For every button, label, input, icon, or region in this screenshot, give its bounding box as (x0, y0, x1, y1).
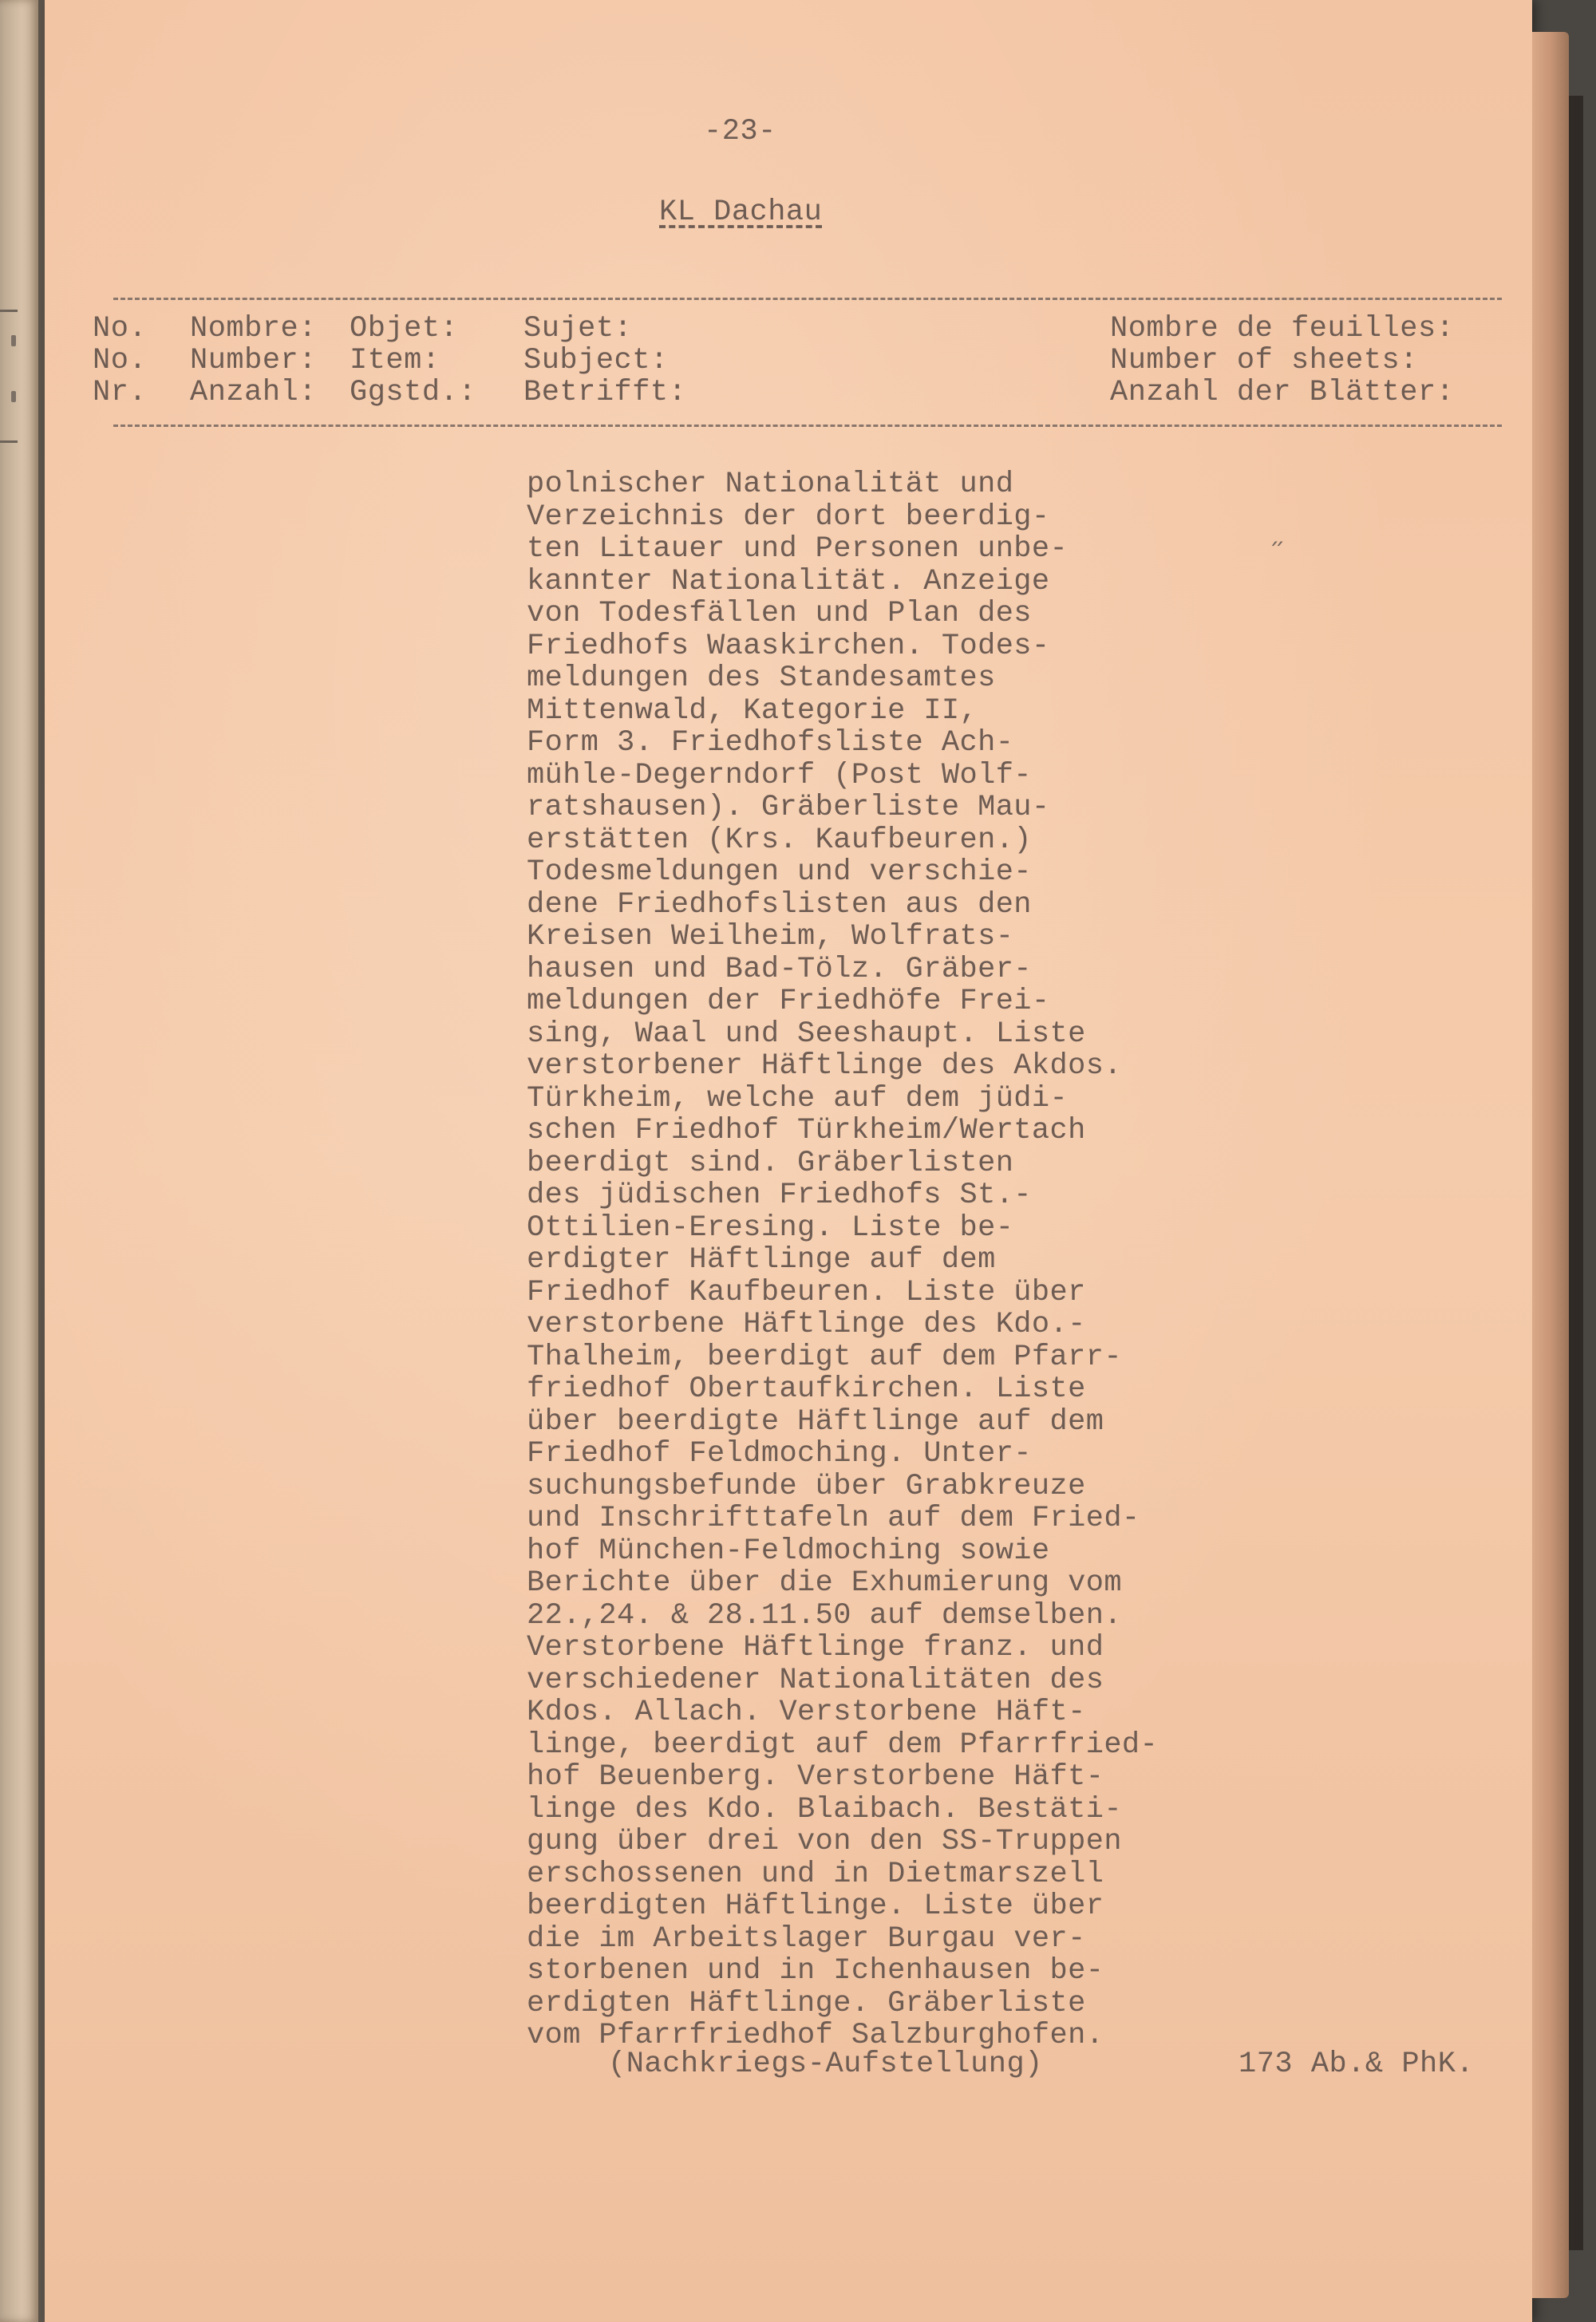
margin-tick (0, 310, 18, 312)
adjacent-page-edge (0, 0, 38, 2322)
header-bottom-rule (113, 425, 1502, 427)
camp-title: KL Dachau (659, 195, 823, 229)
entry-line: hof Beuenberg. Verstorbene Häft- (527, 1760, 1104, 1794)
margin-mark (11, 391, 16, 402)
entry-line: von Todesfällen und Plan des (527, 597, 1032, 630)
header-subject: Sujet: (523, 312, 633, 346)
entry-line: und Inschrifttafeln auf dem Fried- (527, 1502, 1140, 1535)
header-sheets: Anzahl der Blätter: (1110, 376, 1455, 409)
header-no: No. (93, 312, 148, 346)
entry-line: über beerdigte Häftlinge auf dem (527, 1404, 1104, 1439)
header-row-french (45, 313, 1532, 345)
page-number: -23- (704, 115, 776, 148)
entry-note: (Nachkriegs-Aufstellung) (608, 2048, 1043, 2081)
entry-line: gung über drei von den SS-Truppen (527, 1825, 1122, 1858)
entry-line: Kdos. Allach. Verstorbene Häft- (527, 1696, 1086, 1729)
header-sheets: Nombre de feuilles: (1110, 312, 1455, 346)
header-top-rule (113, 298, 1502, 300)
entry-line: suchungsbefunde über Grabkreuze (527, 1469, 1086, 1503)
entry-line: dene Friedhofslisten aus den (527, 887, 1032, 922)
entry-line: Verzeichnis der dort beerdig- (527, 500, 1050, 534)
margin-mark (11, 335, 16, 346)
header-subject: Subject: (523, 344, 669, 377)
entry-line: linge, beerdigt auf dem Pfarrfried- (527, 1728, 1159, 1762)
header-no: No. (93, 344, 148, 377)
entry-line: Berichte über die Exhumierung vom (527, 1566, 1122, 1600)
entry-line: 22.,24. & 28.11.50 auf demselben. (527, 1598, 1122, 1633)
entry-line: erdigter Häftlinge auf dem (527, 1243, 996, 1277)
sheet-count: 173 Ab.& PhK. (1238, 2048, 1475, 2081)
entry-line: erschossenen und in Dietmarszell (527, 1857, 1104, 1891)
entry-line: ten Litauer und Personen unbe- (527, 532, 1069, 566)
entry-line: beerdigten Häftlinge. Liste über (527, 1890, 1104, 1923)
entry-line: vom Pfarrfriedhof Salzburghofen. (527, 2019, 1104, 2052)
margin-tick (0, 440, 18, 443)
entry-line: verstorbene Häftlinge des Kdo.- (527, 1308, 1086, 1341)
entry-line: schen Friedhof Türkheim/Wertach (527, 1114, 1086, 1147)
header-count: Anzahl: (190, 376, 317, 409)
header-item: Item: (350, 344, 440, 377)
entry-line: storbenen und in Ichenhausen be- (527, 1954, 1104, 1988)
entry-line: erdigten Häftlinge. Gräberliste (527, 1986, 1086, 2020)
entry-line: mühle-Degerndorf (Post Wolf- (527, 758, 1032, 792)
entry-line: Mittenwald, Kategorie II, (527, 693, 978, 728)
entry-line: Friedhof Kaufbeuren. Liste über (527, 1275, 1086, 1309)
entry-line: Verstorbene Häftlinge franz. und (527, 1631, 1104, 1664)
header-count: Nombre: (190, 312, 317, 346)
entry-line: sing, Waal und Seeshaupt. Liste (527, 1017, 1086, 1051)
page-stack-edge (1532, 32, 1569, 2298)
document-page (45, 0, 1532, 2322)
header-no: Nr. (93, 376, 148, 409)
entry-line: hof München-Feldmoching sowie (527, 1534, 1050, 1568)
entry-line: Todesmeldungen und verschie- (527, 855, 1032, 889)
entry-line: polnischer Nationalität und (527, 468, 1014, 501)
header-row-german (45, 377, 1532, 409)
page-gutter (38, 0, 45, 2322)
entry-line: meldungen des Standesamtes (527, 661, 996, 695)
header-subject: Betrifft: (523, 376, 687, 409)
entry-line: friedhof Obertaufkirchen. Liste (527, 1372, 1086, 1406)
entry-line: Form 3. Friedhofsliste Ach- (527, 726, 1014, 760)
entry-line: Kreisen Weilheim, Wolfrats- (527, 920, 1014, 954)
header-item: Ggstd.: (350, 376, 476, 409)
header-count: Number: (190, 344, 317, 377)
entry-line: des jüdischen Friedhofs St.- (527, 1179, 1032, 1212)
entry-line: ratshausen). Gräberliste Mau- (527, 791, 1050, 824)
pencil-mark: ״ (1270, 533, 1286, 561)
entry-line: kannter Nationalität. Anzeige (527, 564, 1050, 598)
entry-line: Ottilien-Eresing. Liste be- (527, 1210, 1014, 1245)
header-row-english (45, 345, 1532, 377)
entry-line: Türkheim, welche auf dem jüdi- (527, 1081, 1069, 1116)
entry-line: hausen und Bad-Tölz. Gräber- (527, 952, 1032, 986)
header-item: Objet: (350, 312, 459, 346)
entry-line: verschiedener Nationalitäten des (527, 1663, 1104, 1697)
entry-line: Friedhofs Waaskirchen. Todes- (527, 629, 1050, 663)
entry-line: linge des Kdo. Blaibach. Bestäti- (527, 1792, 1122, 1826)
entry-line: meldungen der Friedhöfe Frei- (527, 985, 1050, 1018)
entry-line: Thalheim, beerdigt auf dem Pfarr- (527, 1340, 1122, 1374)
entry-line: die im Arbeitslager Burgau ver- (527, 1921, 1086, 1956)
entry-line: erstätten (Krs. Kaufbeuren.) (527, 823, 1032, 857)
entry-line: Friedhof Feldmoching. Unter- (527, 1437, 1032, 1471)
entry-line: verstorbener Häftlinge des Akdos. (527, 1049, 1122, 1083)
entry-line: beerdigt sind. Gräberlisten (527, 1146, 1014, 1180)
entry-description (527, 468, 1158, 2052)
header-sheets: Number of sheets: (1110, 344, 1418, 377)
binding-shadow (1569, 96, 1583, 2250)
